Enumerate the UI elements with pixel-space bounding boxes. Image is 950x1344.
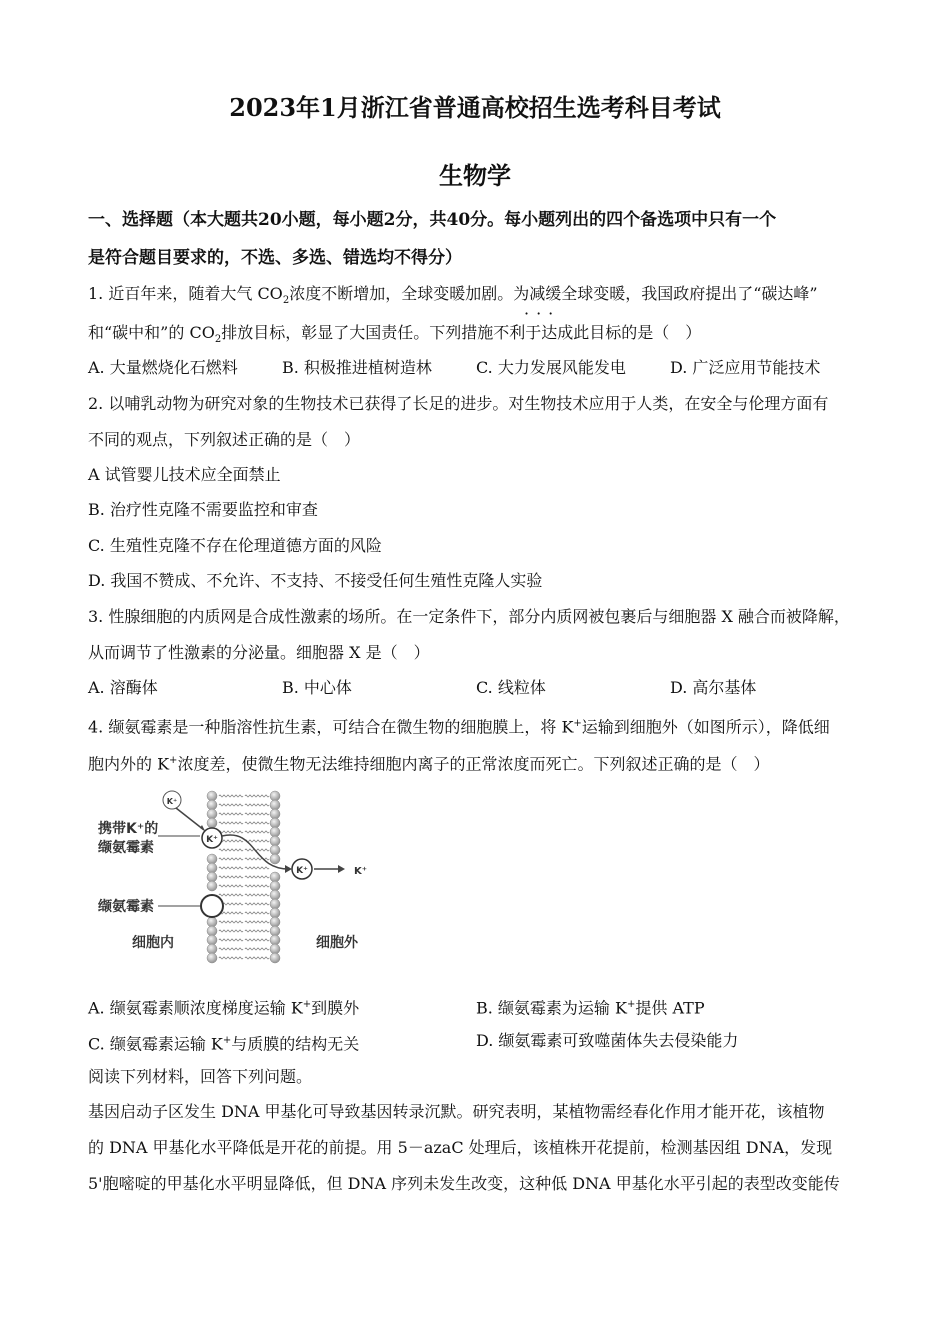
emphasis-dots: ··· [524,304,561,323]
lipid-tail [219,831,243,833]
k-ion-label: K⁺ [296,866,308,876]
lipid-head [270,881,280,891]
carrier-label-line-1: 携带K⁺的 [98,821,159,837]
lipid-head [270,872,280,882]
lipid-head [270,791,280,801]
arrow-in [176,808,204,830]
lipid-head [207,944,217,954]
lipid-tail [219,813,243,815]
lipid-head [207,872,217,882]
lipid-tail [219,822,243,824]
exam-title: 2023年1月浙江省普通高校招生选考科目考试 [229,93,721,122]
lipid-tail [245,831,269,833]
lipid-head [270,935,280,945]
inside-cell-label: 细胞内 [132,935,174,951]
lipid-tail [245,813,269,815]
lipid-head [270,926,280,936]
k-ion-out-label: K⁺ [354,866,368,877]
valinomycin-label: 缬氨霉素 [98,899,154,915]
lipid-tail [219,858,243,860]
q2-option-a[interactable]: A 试管婴儿技术应全面禁止 [88,465,281,484]
lipid-tail [219,912,243,914]
q2-option-b[interactable]: B. 治疗性克隆不需要监控和审查 [88,500,318,519]
q2-stem-line-1: 2. 以哺乳动物为研究对象的生物技术已获得了长足的进步。对生物技术应用于人类，在安全与伦理方面有 [88,394,829,413]
q1-option-d[interactable]: D. 广泛应用节能技术 [670,358,821,377]
lipid-head [270,854,280,864]
q4-stem-line-2: 胞内外的 K+浓度差，使微生物无法维持细胞内离子的正常浓度而死亡。下列叙述正确的是（ ） [88,754,770,774]
k-ion-label: K⁺ [166,797,178,806]
lipid-tail [245,858,269,860]
lipid-head [207,854,217,864]
material-line-3: 5'胞嘧啶的甲基化水平明显降低，但 DNA 序列未发生改变，这种低 DNA 甲基化水平引起的表型改变能传 [88,1174,840,1193]
lipid-tail [245,804,269,806]
lipid-tail [245,822,269,824]
lipid-head [270,827,280,837]
lipid-head [207,809,217,819]
lipid-tail [219,876,243,878]
lipid-head [270,908,280,918]
carrier-label-line-2: 缬氨霉素 [98,840,154,856]
lipid-head [207,953,217,963]
q1-option-b[interactable]: B. 积极推进植树造林 [282,358,432,377]
material-line-1: 基因启动子区发生 DNA 甲基化可导致基因转录沉默。研究表明，某植物需经春化作用才能开花，该植物 [88,1102,825,1121]
lipid-tail [245,948,269,950]
lipid-head [207,935,217,945]
k-ion-label: K⁺ [206,835,218,845]
lipid-tail [219,894,243,896]
lipid-head [270,890,280,900]
lipid-head [270,800,280,810]
lipid-tail [219,948,243,950]
section-heading-line-1: 一、选择题（本大题共20小题，每小题2分，共40分。每小题列出的四个备选项中只有一个 [88,210,777,230]
lipid-head [207,926,217,936]
lipid-tail [219,840,243,842]
q3-option-d[interactable]: D. 高尔基体 [670,678,757,697]
lipid-head [270,845,280,855]
lipid-head [207,800,217,810]
lipid-tail [219,795,243,797]
lipid-head [270,836,280,846]
lipid-tail [219,849,243,851]
q3-option-a[interactable]: A. 溶酶体 [88,678,158,697]
lipid-tail [219,867,243,869]
lipid-tail [245,876,269,878]
q1-option-a[interactable]: A. 大量燃烧化石燃料 [88,358,238,377]
lipid-tail [245,903,269,905]
lipid-tail [245,894,269,896]
lipid-head [207,881,217,891]
lipid-tail [245,921,269,923]
lipid-head [207,863,217,873]
lipid-head [207,917,217,927]
arrowhead-icon [200,825,205,831]
q3-stem-line-2: 从而调节了性激素的分泌量。细胞器 X 是（ ） [88,643,430,662]
lipid-head [270,917,280,927]
valinomycin-membrane-figure [92,788,392,968]
material-line-2: 的 DNA 甲基化水平降低是开花的前提。用 5－azaC 处理后，该植株开花提前，检测基因组 DNA，发现 [88,1138,833,1157]
q2-option-d[interactable]: D. 我国不赞成、不允许、不支持、不接受任何生殖性克隆人实验 [88,571,543,590]
q3-option-b[interactable]: B. 中心体 [282,678,352,697]
lipid-tail [219,939,243,941]
lipid-tail [245,795,269,797]
q1-stem-line-1: 1. 近百年来，随着大气 $CO_2$浓度不断增加，全球变暖加剧。为减缓全球变暖，我国政府提出了“碳达峰” [88,284,818,307]
section-heading-line-2: 是符合题目要求的，不选、多选、错选均不得分） [88,248,462,268]
lipid-tail [245,912,269,914]
lipid-tail [219,804,243,806]
q4-option-a[interactable]: A. 缬氨霉素顺浓度梯度运输 K+到膜外 [88,998,360,1018]
q3-stem-line-1: 3. 性腺细胞的内质网是合成性激素的场所。在一定条件下，部分内质网被包裹后与细胞器 X 融合而被降解， [88,607,850,626]
phospholipid-bilayer [207,791,280,963]
q4-option-d[interactable]: D. 缬氨霉素可致噬菌体失去侵染能力 [476,1031,739,1050]
lipid-head [270,809,280,819]
lipid-tail [245,957,269,959]
arrowhead-icon [285,865,292,873]
lipid-tail [219,885,243,887]
q4-option-c[interactable]: C. 缬氨霉素运输 K+与质膜的结构无关 [88,1034,360,1054]
lipid-tail [219,930,243,932]
q1-option-c[interactable]: C. 大力发展风能发电 [476,358,626,377]
lipid-tail [219,921,243,923]
q4-stem-line-1: 4. 缬氨霉素是一种脂溶性抗生素，可结合在微生物的细胞膜上，将 K+运输到细胞外（如图所示），降低细 [88,717,830,737]
lipid-head [270,899,280,909]
lipid-head [207,791,217,801]
lipid-tail [245,930,269,932]
material-intro: 阅读下列材料，回答下列问题。 [88,1067,313,1086]
q2-stem-line-2: 不同的观点，下列叙述正确的是（ ） [88,430,361,449]
lipid-head [207,818,217,828]
lipid-head [270,953,280,963]
lipid-tail [245,885,269,887]
lipid-head [270,818,280,828]
valinomycin-circle [201,895,223,917]
lipid-tail [245,840,269,842]
q2-option-c[interactable]: C. 生殖性克隆不存在伦理道德方面的风险 [88,536,382,555]
q4-option-b[interactable]: B. 缬氨霉素为运输 K+提供 ATP [476,998,705,1018]
arrowhead-icon [338,865,345,873]
q1-stem-line-2: 和“碳中和”的 $CO_2$排放目标，彰显了大国责任。下列措施不利于达成此目标的是（ ） [88,323,702,346]
lipid-tail [245,939,269,941]
q3-option-c[interactable]: C. 线粒体 [476,678,546,697]
lipid-head [270,944,280,954]
subject-title: 生物学 [439,161,511,190]
lipid-tail [245,867,269,869]
lipid-tail [245,849,269,851]
outside-cell-label: 细胞外 [316,935,358,951]
lipid-tail [219,957,243,959]
